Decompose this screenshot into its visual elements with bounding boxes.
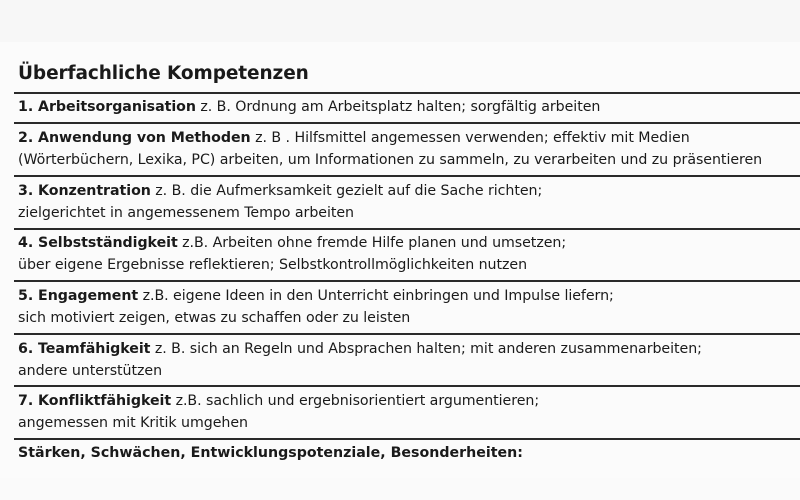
divider-line (14, 122, 800, 124)
item-line: zielgerichtet in angemessenem Tempo arbeiten (18, 205, 354, 221)
divider-line (14, 175, 800, 177)
competency-item-4 (18, 232, 798, 276)
item-label: 3. Konzentration (18, 183, 151, 199)
divider-line (14, 385, 800, 387)
item-line (18, 338, 798, 360)
item-label: 5. Engagement (18, 288, 139, 304)
divider-line (14, 228, 800, 230)
item-line (18, 390, 798, 412)
competency-item-6 (18, 338, 798, 382)
competency-item-5 (18, 285, 798, 329)
footer-heading: Stärken, Schwächen, Entwicklungspotenziale, Besonderheiten: (18, 445, 523, 461)
bottom-margin (0, 478, 800, 500)
item-line (18, 180, 798, 202)
item-line: (Wörterbüchern, Lexika, PC) arbeiten, um Informationen zu sammeln, zu verarbeiten und zu präsentieren (18, 152, 763, 168)
divider-line (14, 333, 800, 335)
item-label: 2. Anwendung von Methoden (18, 130, 251, 146)
item-label: 7. Konfliktfähigkeit (18, 393, 172, 409)
competency-item-7 (18, 390, 798, 434)
item-text: z. B. Ordnung am Arbeitsplatz halten; sorgfältig arbeiten (195, 99, 601, 115)
item-text: z.B. sachlich und ergebnisorientiert argumentieren; (171, 393, 540, 409)
item-label: 1. Arbeitsorganisation (18, 99, 196, 115)
item-text: z.B. Arbeiten ohne fremde Hilfe planen und umsetzen; (177, 235, 567, 251)
item-text: z. B. die Aufmerksamkeit gezielt auf die Sache richten; (150, 183, 543, 199)
item-text: z.B. eigene Ideen in den Unterricht einbringen und Impulse liefern; (138, 288, 614, 304)
item-line (18, 96, 798, 118)
divider-line (14, 280, 800, 282)
item-label: 6. Teamfähigkeit (18, 341, 151, 357)
item-text: z. B. sich an Regeln und Absprachen halten; mit anderen zusammenarbeiten; (150, 341, 702, 357)
item-text: z. B . Hilfsmittel angemessen verwenden; effektiv mit Medien (250, 130, 690, 146)
item-line (18, 232, 798, 254)
competency-item-3 (18, 180, 798, 224)
item-line (18, 127, 798, 149)
item-line: andere unterstützen (18, 363, 163, 379)
competency-item-1 (18, 96, 798, 118)
item-line: angemessen mit Kritik umgehen (18, 415, 248, 431)
item-line (18, 285, 798, 307)
section-title: Überfachliche Kompetenzen (18, 63, 309, 84)
item-label: 4. Selbstständigkeit (18, 235, 178, 251)
divider-line (14, 92, 800, 94)
item-line: sich motiviert zeigen, etwas zu schaffen oder zu leisten (18, 310, 411, 326)
item-line: über eigene Ergebnisse reflektieren; Selbstkontrollmöglichkeiten nutzen (18, 257, 528, 273)
top-margin (0, 0, 800, 42)
competency-item-2 (18, 127, 798, 171)
divider-line (14, 438, 800, 440)
